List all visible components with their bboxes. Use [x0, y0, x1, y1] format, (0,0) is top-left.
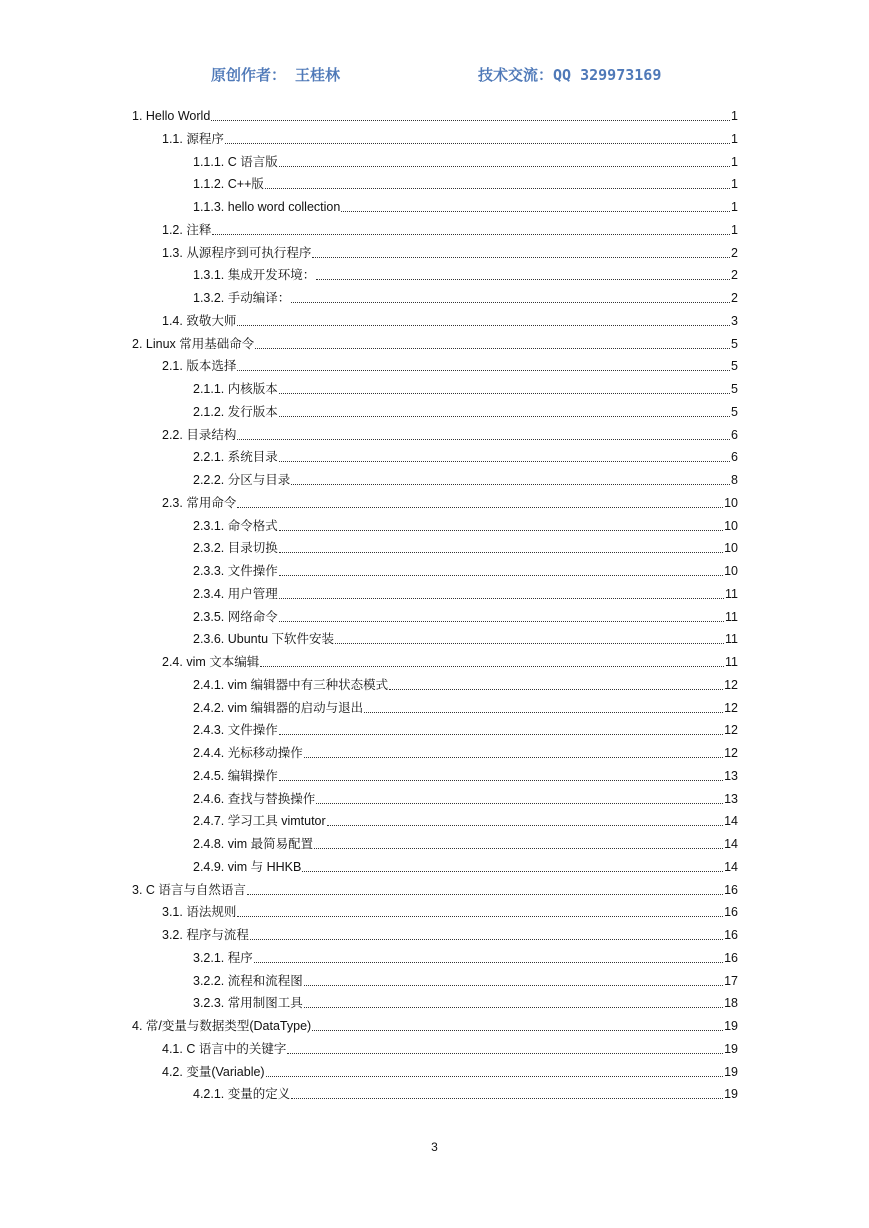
toc-dot-leader [211, 106, 730, 121]
toc-entry[interactable] [193, 675, 738, 695]
toc-entry-page: 11 [725, 586, 738, 601]
toc-entry[interactable] [162, 243, 738, 263]
toc-entry-page: 16 [724, 905, 738, 920]
toc-dot-leader [266, 1062, 724, 1077]
toc-entry-page: 12 [724, 700, 738, 715]
toc-entry-title: 2.4.9. vim 与 HHKB [193, 859, 302, 874]
toc-entry-title: 3.1. 语法规则 [162, 905, 237, 920]
toc-entry-page: 19 [724, 1019, 738, 1033]
page-header [0, 64, 869, 86]
toc-dot-leader [364, 698, 723, 713]
toc-entry[interactable] [193, 152, 738, 172]
toc-entry-page: 5 [731, 359, 738, 374]
toc-entry-page: 10 [724, 495, 738, 510]
toc-entry-title: 2.1. 版本选择 [162, 359, 237, 374]
toc-dot-leader [237, 311, 730, 326]
toc-entry-page: 1 [731, 131, 738, 146]
toc-dot-leader [212, 220, 730, 235]
toc-dot-leader [287, 1039, 723, 1054]
toc-dot-leader [327, 811, 723, 826]
toc-entry[interactable] [193, 174, 738, 194]
toc-entry[interactable] [193, 766, 738, 786]
toc-entry-page: 14 [724, 859, 738, 874]
toc-entry-page: 12 [724, 723, 738, 738]
toc-entry[interactable] [193, 834, 738, 854]
toc-entry[interactable] [193, 470, 738, 490]
toc-dot-leader [279, 584, 724, 599]
toc-entry[interactable] [193, 447, 738, 467]
toc-entry-page: 19 [724, 1087, 738, 1102]
toc-entry-title: 4.2.1. 变量的定义 [193, 1087, 291, 1102]
toc-entry-page: 1 [731, 177, 738, 192]
toc-entry[interactable] [132, 334, 738, 354]
toc-dot-leader [314, 834, 723, 849]
toc-dot-leader [279, 379, 730, 394]
toc-entry-title: 2.4. vim 文本编辑 [162, 655, 260, 669]
toc-entry[interactable] [162, 1039, 738, 1059]
toc-entry[interactable] [193, 993, 738, 1013]
toc-dot-leader [265, 174, 730, 189]
page-number: 3 [431, 1140, 438, 1154]
toc-entry-page: 6 [731, 427, 738, 442]
toc-dot-leader [279, 766, 723, 781]
toc-entry-page: 13 [724, 768, 738, 783]
toc-entry-page: 2 [731, 245, 738, 260]
toc-entry-title: 2.4.5. 编辑操作 [193, 768, 278, 783]
toc-entry-title: 2.3.4. 用户管理 [193, 586, 278, 601]
toc-entry-page: 12 [724, 746, 738, 760]
toc-entry-title: 3.2.2. 流程和流程图 [193, 973, 303, 988]
contact-info: 技术交流：QQ 329973169 [478, 66, 662, 84]
toc-entry-page: 18 [724, 996, 738, 1011]
toc-entry-title: 1.3. 从源程序到可执行程序 [162, 245, 312, 260]
toc-entry-title: 2.3. 常用命令 [162, 495, 237, 510]
toc-entry-title: 1.1.2. C++版 [193, 177, 264, 192]
toc-entry[interactable] [193, 538, 738, 558]
toc-entry-page: 1 [731, 154, 738, 169]
toc-entry-page: 10 [724, 564, 738, 578]
toc-entry[interactable] [162, 902, 738, 922]
toc-entry[interactable] [132, 1016, 738, 1036]
toc-entry[interactable] [162, 652, 738, 672]
toc-entry-page: 11 [725, 632, 738, 647]
toc-entry-title: 2.4.2. vim 编辑器的启动与退出 [193, 700, 364, 715]
toc-dot-leader [341, 197, 730, 212]
toc-dot-leader [279, 152, 730, 167]
toc-entry-title: 2.4.3. 文件操作 [193, 723, 278, 738]
toc-entry-title: 4.1. C 语言中的关键字 [162, 1041, 287, 1056]
toc-entry-page: 3 [731, 313, 738, 328]
toc-dot-leader [389, 675, 723, 690]
toc-entry-title: 1.3.1. 集成开发环境： [193, 268, 316, 283]
toc-entry[interactable] [193, 857, 738, 877]
toc-entry-title: 2.4.6. 查找与替换操作 [193, 791, 316, 806]
toc-entry[interactable] [193, 811, 738, 831]
toc-entry[interactable] [132, 880, 738, 900]
toc-dot-leader [255, 334, 730, 349]
toc-entry-title: 1.4. 致敬大师 [162, 313, 237, 328]
toc-entry[interactable] [193, 516, 738, 536]
toc-entry[interactable] [193, 789, 738, 809]
toc-entry-page: 2 [731, 268, 738, 283]
toc-entry-page: 17 [724, 973, 738, 988]
toc-entry[interactable] [162, 925, 738, 945]
toc-entry[interactable] [162, 311, 738, 331]
toc-entry-title: 3.2.1. 程序 [193, 950, 253, 965]
toc-entry[interactable] [193, 698, 738, 718]
toc-entry-title: 2.3.6. Ubuntu 下软件安装 [193, 632, 335, 647]
toc-entry-title: 2.3.5. 网络命令 [193, 609, 278, 624]
toc-entry-title: 2.4.1. vim 编辑器中有三种状态模式 [193, 677, 389, 692]
toc-dot-leader [225, 129, 730, 144]
toc-entry-title: 2.4.7. 学习工具 vimtutor [193, 814, 326, 829]
toc-entry-title: 2.3.3. 文件操作 [193, 564, 278, 578]
toc-dot-leader [312, 1016, 723, 1031]
toc-dot-leader [304, 743, 723, 758]
toc-entry-page: 14 [724, 814, 738, 829]
toc-dot-leader [279, 561, 723, 576]
toc-entry[interactable] [193, 197, 738, 217]
toc-entry-page: 8 [731, 473, 738, 487]
toc-dot-leader [279, 538, 723, 553]
toc-entry-page: 12 [724, 677, 738, 692]
toc-entry-title: 2.2.2. 分区与目录 [193, 473, 291, 487]
toc-dot-leader [254, 948, 723, 963]
toc-entry-page: 5 [731, 336, 738, 351]
toc-entry-title: 1. Hello World [132, 109, 211, 123]
toc-entry[interactable] [162, 356, 738, 376]
toc-entry-title: 2.1.1. 内核版本 [193, 382, 278, 396]
toc-dot-leader [260, 652, 724, 667]
toc-entry[interactable] [162, 129, 738, 149]
toc-dot-leader [291, 470, 730, 485]
toc-entry[interactable] [193, 584, 738, 604]
toc-dot-leader [237, 425, 730, 440]
toc-entry-title: 2.4.8. vim 最简易配置 [193, 837, 314, 851]
toc-entry[interactable] [162, 493, 738, 513]
toc-entry-title: 1.1. 源程序 [162, 131, 224, 146]
toc-entry[interactable] [162, 1062, 738, 1082]
toc-entry-title: 2.2. 目录结构 [162, 427, 237, 442]
toc-dot-leader [335, 629, 724, 644]
toc-entry[interactable] [193, 402, 738, 422]
toc-entry[interactable] [132, 106, 738, 126]
toc-entry-page: 5 [731, 404, 738, 419]
toc-entry[interactable] [193, 629, 738, 649]
toc-entry-page: 16 [724, 882, 738, 897]
toc-entry-page: 16 [724, 950, 738, 965]
toc-dot-leader [237, 902, 723, 917]
toc-entry-title: 2.1.2. 发行版本 [193, 404, 278, 419]
toc-entry-page: 11 [725, 655, 738, 669]
toc-entry-page: 11 [725, 609, 738, 624]
toc-entry-title: 1.1.1. C 语言版 [193, 154, 278, 169]
toc-dot-leader [316, 265, 730, 280]
toc-entry-title: 3.2.3. 常用制图工具 [193, 996, 303, 1011]
toc-entry[interactable] [193, 265, 738, 285]
toc-entry[interactable] [162, 425, 738, 445]
toc-dot-leader [279, 720, 723, 735]
toc-entry[interactable] [193, 948, 738, 968]
toc-entry-page: 1 [731, 222, 738, 237]
toc-dot-leader [312, 243, 730, 258]
toc-entry-page: 14 [724, 837, 738, 851]
toc-entry[interactable] [193, 379, 738, 399]
toc-entry-title: 4.2. 变量(Variable) [162, 1064, 265, 1079]
toc-entry-title: 3. C 语言与自然语言 [132, 882, 246, 897]
toc-entry-page: 13 [724, 791, 738, 806]
toc-dot-leader [279, 516, 723, 531]
author-credit: 原创作者： 王桂林 [211, 66, 341, 84]
toc-entry[interactable] [193, 561, 738, 581]
toc-entry-page: 2 [731, 291, 738, 305]
toc-entry-page: 19 [724, 1064, 738, 1079]
toc-entry-title: 2.3.2. 目录切换 [193, 541, 278, 556]
toc-dot-leader [279, 607, 724, 622]
toc-entry-title: 2. Linux 常用基础命令 [132, 336, 255, 351]
toc-dot-leader [279, 402, 730, 417]
toc-dot-leader [304, 971, 723, 986]
toc-entry[interactable] [193, 971, 738, 991]
toc-dot-leader [279, 447, 730, 462]
toc-entry-page: 5 [731, 382, 738, 396]
toc-entry-page: 1 [731, 200, 738, 214]
toc-dot-leader [247, 880, 723, 895]
toc-entry-page: 10 [724, 541, 738, 556]
toc-entry[interactable] [193, 288, 738, 308]
toc-entry-title: 1.3.2. 手动编译： [193, 291, 291, 305]
toc-entry-page: 10 [724, 518, 738, 533]
toc-dot-leader [250, 925, 723, 940]
toc-entry-title: 2.3.1. 命令格式 [193, 518, 278, 533]
toc-entry[interactable] [193, 607, 738, 627]
toc-entry-page: 1 [731, 109, 738, 123]
toc-entry-page: 16 [724, 928, 738, 942]
toc-dot-leader [302, 857, 723, 872]
toc-entry[interactable] [193, 743, 738, 763]
toc-entry[interactable] [193, 1084, 738, 1104]
toc-entry-page: 19 [724, 1041, 738, 1056]
toc-entry-title: 2.4.4. 光标移动操作 [193, 746, 303, 760]
toc-dot-leader [316, 789, 723, 804]
toc-entry[interactable] [193, 720, 738, 740]
toc-entry-title: 1.2. 注释 [162, 222, 212, 237]
toc-dot-leader [291, 1084, 723, 1099]
toc-entry-title: 3.2. 程序与流程 [162, 928, 249, 942]
toc-dot-leader [304, 993, 723, 1008]
toc-entry-title: 4. 常/变量与数据类型(DataType) [132, 1019, 312, 1033]
toc-entry[interactable] [162, 220, 738, 240]
toc-dot-leader [237, 356, 730, 371]
toc-entry-title: 2.2.1. 系统目录 [193, 450, 278, 465]
toc-entry-title: 1.1.3. hello word collection [193, 200, 341, 214]
toc-dot-leader [291, 288, 730, 303]
toc-dot-leader [237, 493, 723, 508]
toc-entry-page: 6 [731, 450, 738, 465]
